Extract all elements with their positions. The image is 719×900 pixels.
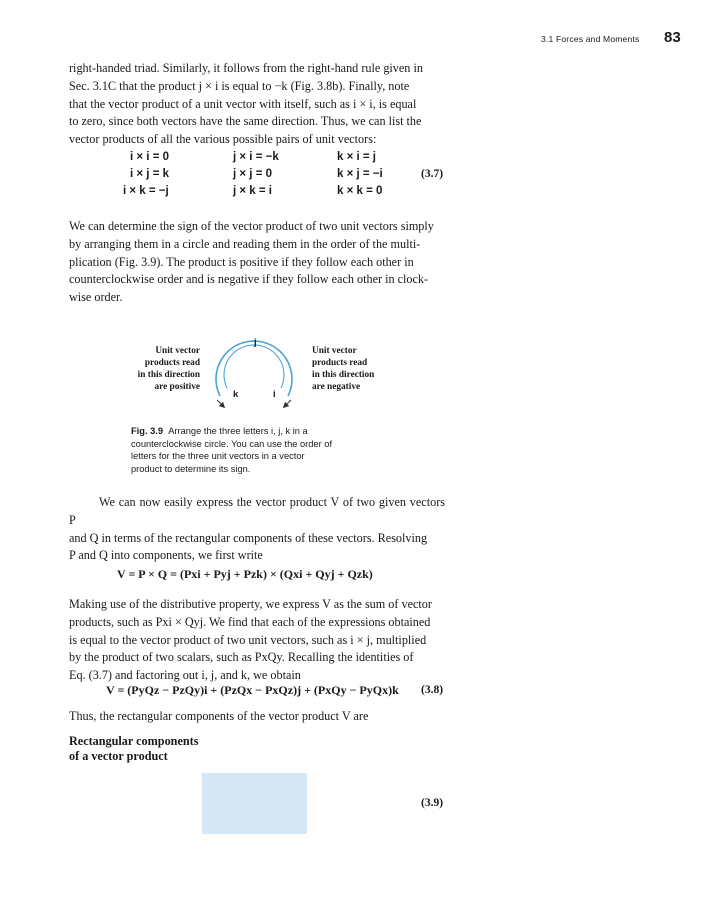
product-cell: j × i = −k [233, 151, 279, 163]
rectangular-components-box [202, 773, 307, 834]
product-cell: i × i = 0 [130, 151, 169, 163]
text-line: counterclockwise order and is negative if they follow each other in clock- [69, 272, 429, 287]
equation-number: (3.7) [421, 168, 444, 180]
margin-note [69, 734, 198, 764]
caption-line: Arrange the three letters i, j, k in a [168, 426, 308, 436]
text-line: right-handed triad. Similarly, it follows from the right-hand rule given in [69, 61, 423, 75]
label-line: Unit vector [312, 346, 357, 356]
label-line: are positive [154, 382, 200, 392]
page-number: 83 [664, 29, 681, 46]
label-line: Unit vector [155, 346, 200, 356]
right-label [312, 345, 392, 393]
text-line: Eq. (3.7) and factoring out i, j, and k, we obtain [69, 668, 301, 683]
caption-line: product to determine its sign. [131, 463, 251, 474]
letter-j: j [254, 337, 257, 348]
text-line: Thus, the rectangular components of the vector product V are [69, 709, 369, 723]
equation-number: (3.8) [421, 684, 444, 696]
caption-line: letters for the three unit vectors in a vector [131, 451, 305, 462]
label-line: in this direction [137, 370, 200, 380]
running-header: 3.1 Forces and Moments [541, 34, 640, 44]
text-line: Making use of the distributive property, we express V as the sum of vector [69, 597, 432, 611]
product-cell: k × j = −i [337, 168, 383, 180]
letter-k: k [233, 389, 239, 400]
v-expansion-equation: V = P × Q = (Pxi + Pyj + Pzk) × (Qxi + Qyj + Qzk) [117, 567, 373, 581]
caption-label: Fig. 3.9 [131, 426, 164, 436]
text-line: vector products of all the various possible pairs of unit vectors: [69, 132, 377, 147]
text-line: that the vector product of a unit vector with itself, such as i × i, is equal [69, 96, 417, 111]
product-cell: j × k = i [233, 185, 272, 197]
letter-i: i [273, 389, 276, 400]
text-line: We can now easily express the vector product V of two given vectors P [69, 495, 445, 527]
paragraph-3 [69, 494, 445, 565]
text-line: by arranging them in a circle and reading them in the order of the multi- [69, 236, 421, 251]
product-cell: i × k = −j [123, 185, 169, 197]
text-line: We can determine the sign of the vector product of two unit vectors simply [69, 219, 434, 233]
paragraph-5 [69, 708, 445, 726]
text-line: P and Q into components, we first write [69, 548, 263, 563]
cw-arrow [285, 400, 291, 406]
text-line: plication (Fig. 3.9). The product is positive if they follow each other in [69, 254, 414, 269]
text-line: wise order. [69, 290, 123, 305]
ccw-arrow [217, 400, 223, 406]
v-components-equation: V = (PyQz − PzQy)i + (PzQx − PxQz)j + (PxQy − PyQx)k [106, 683, 399, 697]
text-line: is equal to the vector product of two unit vectors, such as i × j, multiplied [69, 632, 427, 647]
circle-diagram [195, 320, 315, 425]
label-line: products read [312, 358, 368, 368]
product-cell: i × j = k [130, 168, 169, 180]
label-line: products read [144, 358, 200, 368]
equation-number: (3.9) [421, 797, 444, 809]
paragraph-1 [69, 60, 445, 149]
text-line: and Q in terms of the rectangular components of these vectors. Resolving [69, 530, 428, 545]
margin-note-line: of a vector product [69, 749, 168, 763]
figure-caption [131, 425, 381, 475]
paragraph-2 [69, 218, 445, 307]
label-line: in this direction [312, 370, 375, 380]
paragraph-4 [69, 596, 445, 685]
product-cell: j × j = 0 [233, 168, 272, 180]
text-line: by the product of two scalars, such as PxQy. Recalling the identities of [69, 650, 414, 665]
text-line: Sec. 3.1C that the product j × i is equal to −k (Fig. 3.8b). Finally, note [69, 78, 410, 93]
caption-line: counterclockwise circle. You can use the order of [131, 438, 333, 449]
left-label [124, 345, 200, 393]
margin-note-line: Rectangular components [69, 734, 199, 748]
inner-arc [224, 345, 284, 388]
text-line: products, such as Pxi × Qyj. We find that each of the expressions obtained [69, 614, 431, 629]
product-cell: k × k = 0 [337, 185, 383, 197]
product-cell: k × i = j [337, 151, 376, 163]
text-line: to zero, since both vectors have the same direction. Thus, we can list the [69, 114, 422, 129]
label-line: are negative [312, 382, 361, 392]
